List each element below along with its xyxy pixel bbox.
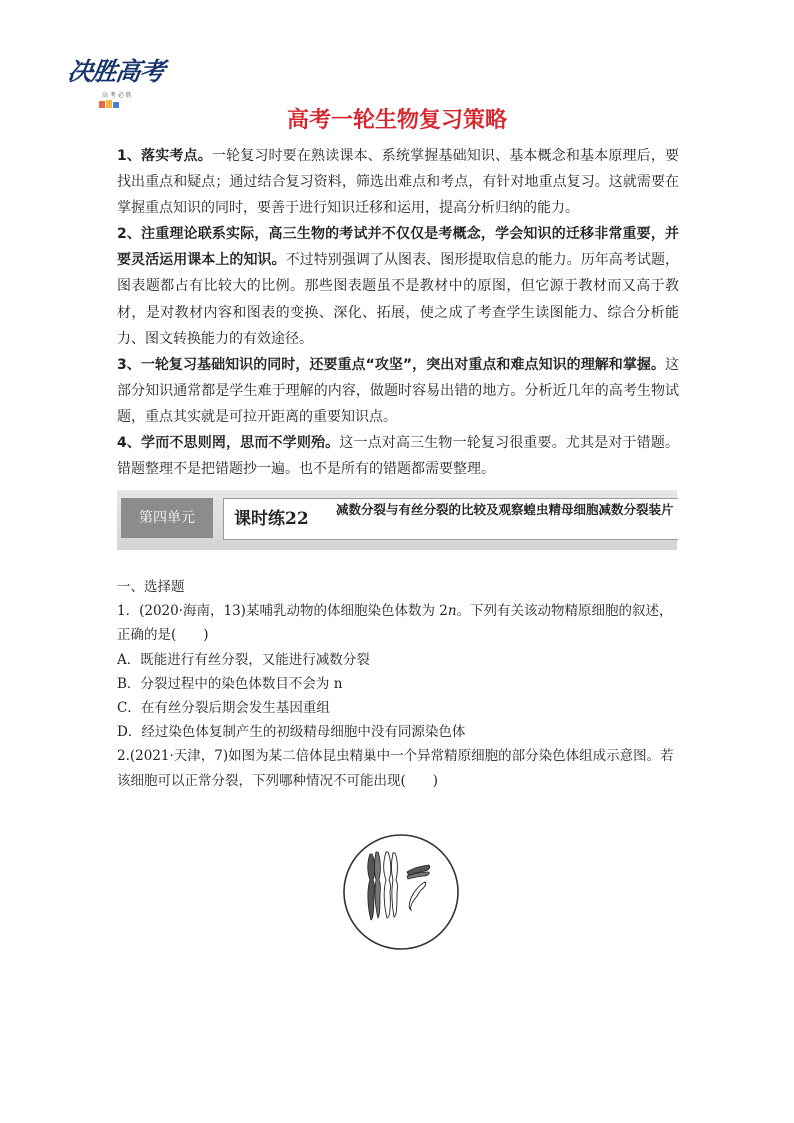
strategy-text-2: 不过特别强调了从图表、图形提取信息的能力。历年高考试题，图表题都占有比较大的比例。那些图表题虽不是教材中的原图，但它源于教材而又高于教材，是对教材内容和图表的变换、深化、拓展，使之成了考查学生读图能力、综合分析能力、图文转换能力的有效途径。 bbox=[117, 252, 680, 347]
question-2-source: 2.(2021·天津，7) bbox=[117, 748, 229, 765]
lesson-banner bbox=[117, 490, 677, 550]
question-1-source: 1．(2020·海南，13) bbox=[117, 603, 246, 620]
strategy-paragraph-2 bbox=[117, 221, 679, 351]
question-1-stem bbox=[117, 599, 679, 647]
chromosome-4 bbox=[409, 882, 425, 910]
chromosome-3 bbox=[407, 865, 430, 879]
chromosome-1 bbox=[368, 852, 381, 920]
cell-membrane bbox=[344, 835, 458, 949]
lesson-description: 减数分裂与有丝分裂的比较及观察蝗虫精母细胞减数分裂装片 bbox=[336, 502, 674, 517]
lesson-number: 课时练22 bbox=[234, 509, 309, 529]
strategy-heading-1: 1、落实考点。 bbox=[117, 148, 212, 164]
question-1-option-a: A．既能进行有丝分裂，又能进行减数分裂 bbox=[117, 651, 370, 668]
logo-text: 决胜高考 bbox=[65, 57, 166, 86]
chromosome-cell-diagram bbox=[341, 832, 461, 952]
strategy-paragraph-1 bbox=[117, 143, 679, 221]
question-1-stem-b: 。下列有关该动物精原细胞的叙述，正确的是( ) bbox=[117, 603, 673, 644]
section-title: 一、选择题 bbox=[117, 579, 185, 595]
strategy-heading-4: 4、学而不思则罔，思而不学则殆。 bbox=[117, 435, 340, 452]
question-1-option-d: D．经过染色体复制产生的初级精母细胞中没有同源染色体 bbox=[117, 724, 466, 741]
question-1-stem-a: 某哺乳动物的体细胞染色体数为 2 bbox=[245, 603, 448, 620]
question-2-text: 如图为某二倍体昆虫精巢中一个异常精原细胞的部分染色体组成示意图。若该细胞可以正常分裂，下列哪种情况不可能出现( ) bbox=[117, 748, 674, 789]
chromosome-2 bbox=[384, 852, 398, 918]
unit-label: 第四单元 bbox=[121, 498, 213, 538]
strategy-heading-2: 2、注重理论联系实际，高三生物的考试并不仅仅是考概念，学会知识的迁移非常重要，并要灵活运用课本上的知识。 bbox=[117, 226, 679, 269]
logo-subtitle: 高 考 必 胜 bbox=[102, 92, 132, 99]
question-1-variable: n bbox=[447, 603, 457, 620]
page-title: 高考一轮生物复习策略 bbox=[286, 108, 507, 133]
question-1-option-b: B．分裂过程中的染色体数目不会为 n bbox=[117, 675, 343, 692]
strategy-paragraph-4 bbox=[117, 430, 679, 482]
question-1-option-c: C．在有丝分裂后期会发生基因重组 bbox=[117, 700, 330, 717]
strategy-text-4: 这一点对高三生物一轮复习很重要。尤其是对于错题。错题整理不是把错题抄一遍。也不是所有的错题都需要整理。 bbox=[117, 435, 679, 478]
lesson-box bbox=[223, 498, 678, 540]
strategy-heading-3: 3、一轮复习基础知识的同时，还要重点“攻坚”，突出对重点和难点知识的理解和掌握。 bbox=[117, 356, 665, 373]
questions-section bbox=[117, 575, 679, 793]
question-2-stem bbox=[117, 744, 679, 792]
strategy-text-1: 一轮复习时要在熟读课本、系统掌握基础知识、基本概念和基本原理后，要找出重点和疑点；通过结合复习资料，筛选出难点和考点，有针对地重点复习。这就需要在掌握重点知识的同时，要善于进行知识迁移和运用，提高分析归纳的能力。 bbox=[117, 148, 680, 217]
strategy-text-3: 这部分知识通常都是学生难于理解的内容，做题时容易出错的地方。分析近几年的高考生物试题，重点其实就是可拉开距离的重要知识点。 bbox=[117, 356, 679, 425]
strategy-paragraph-3 bbox=[117, 352, 679, 430]
strategy-section bbox=[117, 143, 679, 482]
